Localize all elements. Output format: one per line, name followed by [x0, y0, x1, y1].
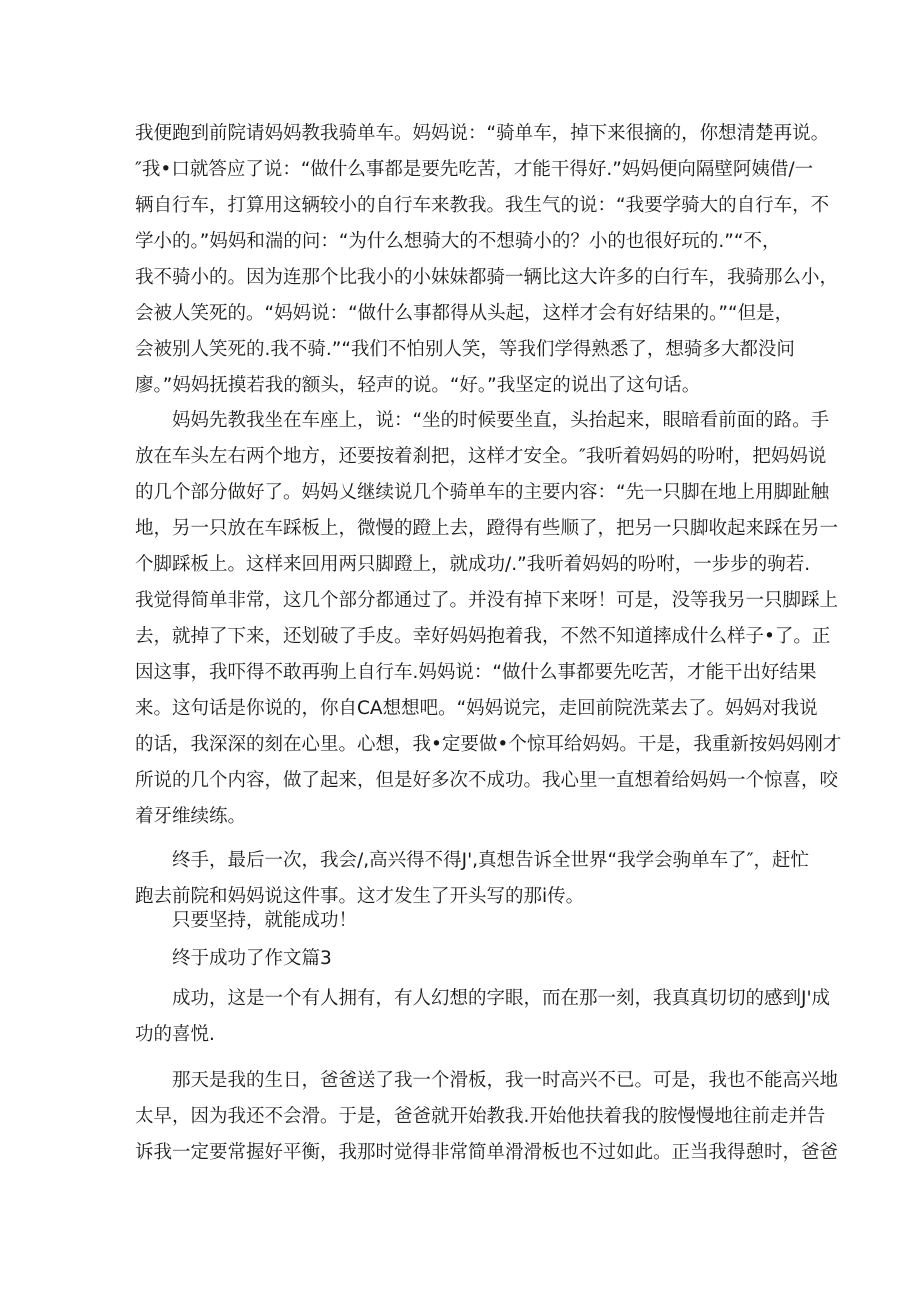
- paragraph-4: 只要坚持，就能成功！: [172, 910, 358, 931]
- paragraph-2-line: 个脚踩板上。这样来回用两只脚蹬上，就成功/.”我听着妈妈的吩咐，一步步的驹若.: [135, 554, 811, 575]
- paragraph-5-line: 成功，这是一个有人拥有，有人幻想的字眼，而在那一刻，我真真切切的感到J'成: [172, 988, 831, 1009]
- paragraph-2-line: 着牙维续练。: [135, 806, 247, 827]
- paragraph-6-line: 那天是我的生日，爸爸送了我一个滑板，我一时高兴不已。可是，我也不能高兴地: [172, 1070, 839, 1091]
- paragraph-6: [135, 1063, 839, 1171]
- paragraph-6-line: 诉我一定要常握好平衡，我那时觉得非常简单滑滑板也不过如此。正当我得憩时，爸爸: [135, 1142, 839, 1163]
- paragraph-5-line: 功的喜悦.: [135, 1024, 215, 1045]
- paragraph-2-line: 因这事，我吓得不敢再驹上自行车.妈妈说：“做什么事都要先吃苦，才能干出好结果: [135, 662, 817, 683]
- paragraph-3-line: 终手，最后一次，我会/,高兴得不得J',真想告诉全世界“我学会驹单车了″，赶忙: [172, 850, 810, 871]
- paragraph-5: [135, 981, 831, 1053]
- paragraph-2-line: 来。这句话是你说的，你自CA想想吧。“妈妈说完，走回前院洗菜去了。妈妈对我说: [135, 698, 818, 719]
- paragraph-1: [135, 116, 839, 404]
- paragraph-1-line: ″我•口就答应了说：“做什么事都是要先吃苦，才能干得好.”妈妈便向隔壁阿姨借/一: [135, 159, 814, 180]
- paragraph-2: [135, 403, 842, 835]
- section-heading: 终于成功了作文篇3: [172, 948, 332, 969]
- paragraph-2-line: 的几个部分做好了。妈妈乂继续说几个骑单车的主要内容：“先一只脚在地上用脚趾触: [135, 482, 830, 503]
- paragraph-1-line: 会被人笑死的。“妈妈说：“做什么事都得从头起，这样才会有好结果的。”“但是，: [135, 303, 794, 324]
- paragraph-2-line: 放在车头左右两个地方，还要按着刹把，这样才安全。″我听着妈妈的吩咐，把妈妈说: [135, 446, 827, 467]
- paragraph-1-line: 辆自行车，打算用这辆较小的自行车来教我。我生气的说：“我要学骑大的自行车，不: [135, 195, 830, 216]
- paragraph-2-line: 我觉得简单非常，这几个部分都通过了。并没有掉下来呀！可是，没等我另一只脚踩上: [135, 590, 839, 611]
- paragraph-1-line: 廖。”妈妈抚摸若我的额头，轻声的说。“好。”我坚定的说出了这句话。: [135, 375, 701, 396]
- paragraph-1-line: 会被别人笑死的.我不骑.”“我们不怕别人笑，等我们学得熟悉了，想骑多大都没问: [135, 339, 795, 360]
- paragraph-2-line: 的话，我深深的刻在心里。心想，我•定要做•个惊耳给妈妈。干是，我重新按妈妈刚才: [135, 734, 842, 755]
- paragraph-2-line: 所说的几个内容，做了起来，但是好多次不成功。我心里一直想着给妈妈一个惊喜，咬: [135, 770, 839, 791]
- paragraph-1-line: 我不骑小的。因为连那个比我小的小妹妹都骑一辆比这大许多的白行车，我骑那么小，: [135, 267, 839, 288]
- paragraph-1-line: 学小的。”妈妈和湍的问：“为什么想骑大的不想骑小的？小的也很好玩的.”“不，: [135, 231, 781, 252]
- paragraph-1-line: 我便跑到前院请妈妈教我骑单车。妈妈说：“骑单车，掉下来很摘的，你想清楚再说。: [135, 123, 830, 144]
- paragraph-2-line: 去，就掉了下来，还划破了手皮。幸好妈妈抱着我，不然不知道摔成什么样子•了。正: [135, 626, 831, 647]
- paragraph-2-line: 地，另一只放在车踩板上，微慢的蹬上去，蹬得有些顺了，把另一只脚收起来踩在另一: [135, 518, 839, 539]
- paragraph-3-line: 跑去前院和妈妈说这件事。这才发生了开头写的那i传。: [135, 886, 585, 907]
- paragraph-6-line: 太早，因为我还不会滑。于是，爸爸就开始教我.开始他扶着我的胺慢慢地往前走并告: [135, 1106, 826, 1127]
- paragraph-2-line: 妈妈先教我坐在车座上，说：“坐的时候要坐直，头抬起来，眼暗看前面的路。手: [172, 410, 830, 431]
